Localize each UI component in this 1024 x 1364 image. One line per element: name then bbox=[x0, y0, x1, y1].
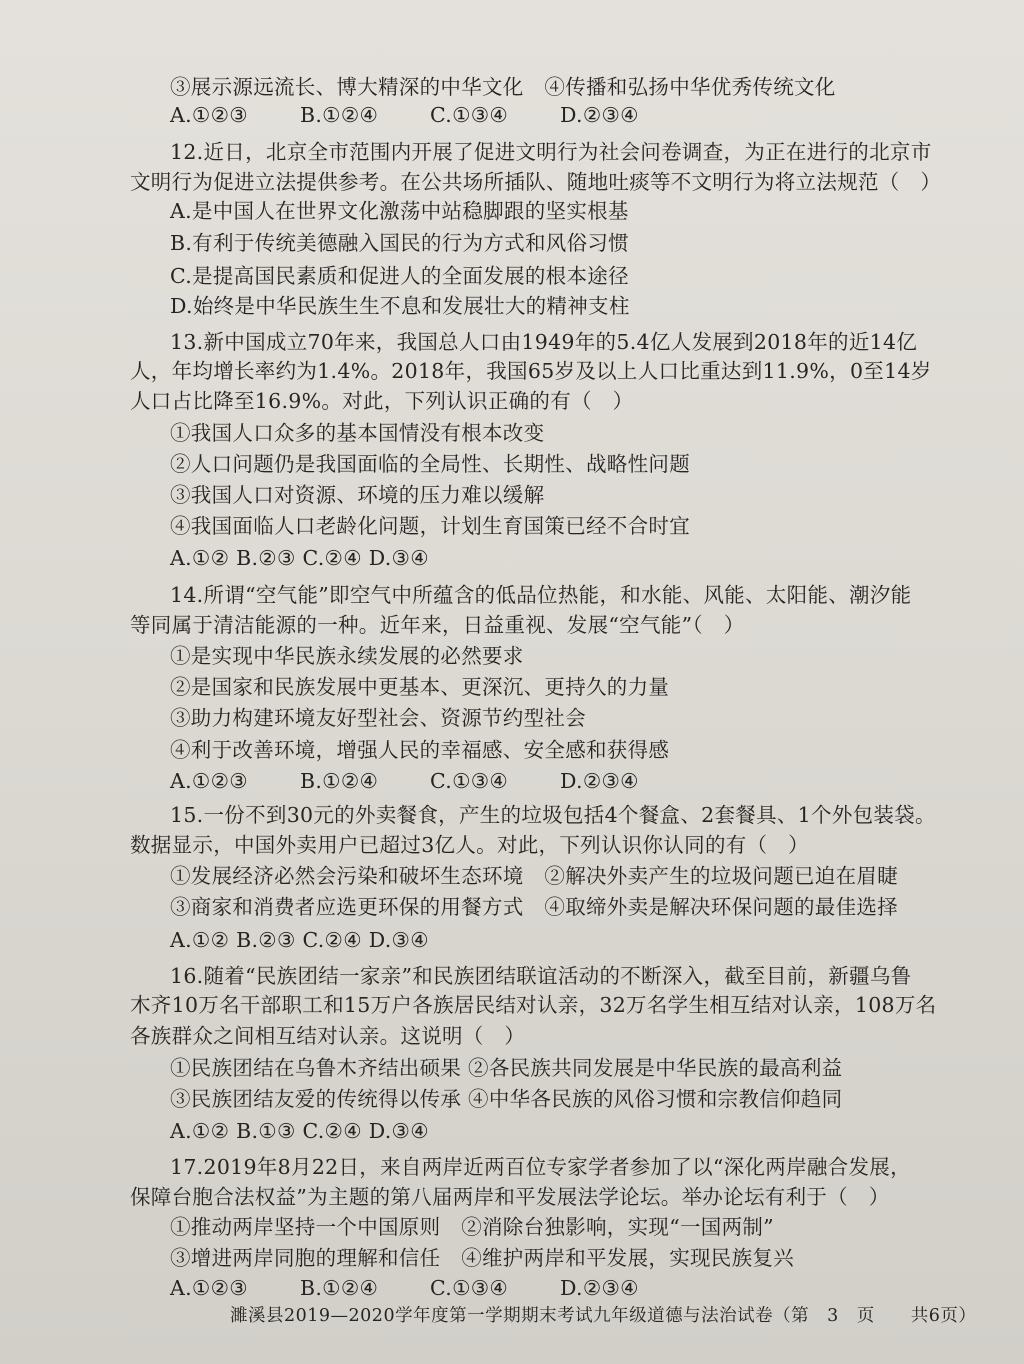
text-line bbox=[170, 1273, 1010, 1303]
text-line: 保障台胞合法权益”为主题的第八届两岸和平发展法学论坛。举办论坛有利于（ ） bbox=[130, 1185, 890, 1209]
text-line: 人，年均增长率约为1.4%。2018年，我国65岁及以上人口比重达到11.9%，0至14岁 bbox=[130, 359, 932, 383]
text-line: 14.所谓“空气能”即空气中所蕴含的低品位热能，和水能、风能、太阳能、潮汐能 bbox=[170, 583, 912, 607]
text-line: ④我国面临人口老龄化问题，计划生育国策已经不合时宜 bbox=[170, 514, 690, 538]
text-line: ①推动两岸坚持一个中国原则 ②消除台独影响，实现“一国两制” bbox=[170, 1215, 774, 1239]
text-line: 各族群众之间相互结对认亲。这说明（ ） bbox=[130, 1024, 526, 1048]
answer-option: D.②③④ bbox=[560, 769, 639, 793]
answer-option: C.①③④ bbox=[430, 103, 509, 127]
text-line: ③增进两岸同胞的理解和信任 ④维护两岸和平发展，实现民族复兴 bbox=[170, 1246, 794, 1270]
text-line: A.①② B.②③ C.②④ D.③④ bbox=[170, 928, 429, 952]
answer-option: D.②③④ bbox=[560, 1276, 639, 1300]
text-line: ④利于改善环境，增强人民的幸福感、安全感和获得感 bbox=[170, 738, 670, 762]
text-line: ③我国人口对资源、环境的压力难以缓解 bbox=[170, 483, 545, 507]
answer-option: A.①②③ bbox=[170, 769, 248, 793]
text-line: 15.一份不到30元的外卖餐食，产生的垃圾包括4个餐盒、2套餐具、1个外包装袋。 bbox=[170, 803, 936, 827]
answer-option: C.①③④ bbox=[430, 769, 509, 793]
text-line: B.有利于传统美德融入国民的行为方式和风俗习惯 bbox=[170, 231, 629, 255]
text-line: ①民族团结在乌鲁木齐结出硕果 ②各民族共同发展是中华民族的最高利益 bbox=[170, 1056, 843, 1080]
text-line: ③商家和消费者应选更环保的用餐方式 ④取缔外卖是解决环保问题的最佳选择 bbox=[170, 895, 898, 919]
answer-option: A.①②③ bbox=[170, 1276, 248, 1300]
text-line: A.是中国人在世界文化激荡中站稳脚跟的坚实根基 bbox=[170, 199, 629, 223]
text-line: A.①② B.①③ C.②④ D.③④ bbox=[170, 1119, 429, 1143]
text-line: ①发展经济必然会污染和破坏生态环境 ②解决外卖产生的垃圾问题已迫在眉睫 bbox=[170, 864, 898, 888]
text-line: 等同属于清洁能源的一种。近年来，日益重视、发展“空气能”（ ） bbox=[130, 613, 745, 637]
answer-option: A.①②③ bbox=[170, 103, 248, 127]
text-line bbox=[170, 100, 1010, 130]
text-line: ③民族团结友爱的传统得以传承 ④中华各民族的风俗习惯和宗教信仰趋同 bbox=[170, 1087, 843, 1111]
answer-option: C.①③④ bbox=[430, 1276, 509, 1300]
text-line: 16.随着“民族团结一家亲”和民族团结联谊活动的不断深入，截至目前，新疆乌鲁 bbox=[170, 964, 912, 988]
text-line: 人口占比降至16.9%。对此，下列认识正确的有（ ） bbox=[130, 389, 634, 413]
answer-option: B.①②④ bbox=[300, 103, 379, 127]
text-line: 木齐10万名干部职工和15万户各族居民结对认亲，32万名学生相互结对认亲，108万名 bbox=[130, 993, 937, 1017]
text-line: 数据显示，中国外卖用户已超过3亿人。对此，下列认识你认同的有（ ） bbox=[130, 833, 809, 857]
text-line: A.①② B.②③ C.②④ D.③④ bbox=[170, 546, 429, 570]
text-line: ②是国家和民族发展中更基本、更深沉、更持久的力量 bbox=[170, 675, 670, 699]
page-footer: 濉溪县2019—2020学年度第一学期期末考试九年级道德与法治试卷（第 3 页 共6页） bbox=[230, 1306, 977, 1326]
answer-option: B.①②④ bbox=[300, 769, 379, 793]
text-line bbox=[170, 766, 1010, 796]
text-line: ③展示源远流长、博大精深的中华文化 ④传播和弘扬中华优秀传统文化 bbox=[170, 75, 836, 99]
text-line: D.始终是中华民族生生不息和发展壮大的精神支柱 bbox=[170, 294, 630, 318]
text-line: 13.新中国成立70年来，我国总人口由1949年的5.4亿人发展到2018年的近14亿 bbox=[170, 330, 918, 354]
text-line: 17.2019年8月22日，来自两岸近两百位专家学者参加了以“深化两岸融合发展， bbox=[170, 1155, 911, 1179]
answer-option: D.②③④ bbox=[560, 103, 639, 127]
text-line: ③助力构建环境友好型社会、资源节约型社会 bbox=[170, 706, 586, 730]
text-line: 文明行为促进立法提供参考。在公共场所插队、随地吐痰等不文明行为将立法规范（ ） bbox=[130, 170, 942, 194]
text-line: ①我国人口众多的基本国情没有根本改变 bbox=[170, 421, 545, 445]
text-line: 12.近日，北京全市范围内开展了促进文明行为社会问卷调查，为正在进行的北京市 bbox=[170, 140, 932, 164]
text-line: ①是实现中华民族永续发展的必然要求 bbox=[170, 644, 524, 668]
text-line: ②人口问题仍是我国面临的全局性、长期性、战略性问题 bbox=[170, 452, 690, 476]
answer-option: B.①②④ bbox=[300, 1276, 379, 1300]
text-line: C.是提高国民素质和促进人的全面发展的根本途径 bbox=[170, 264, 629, 288]
